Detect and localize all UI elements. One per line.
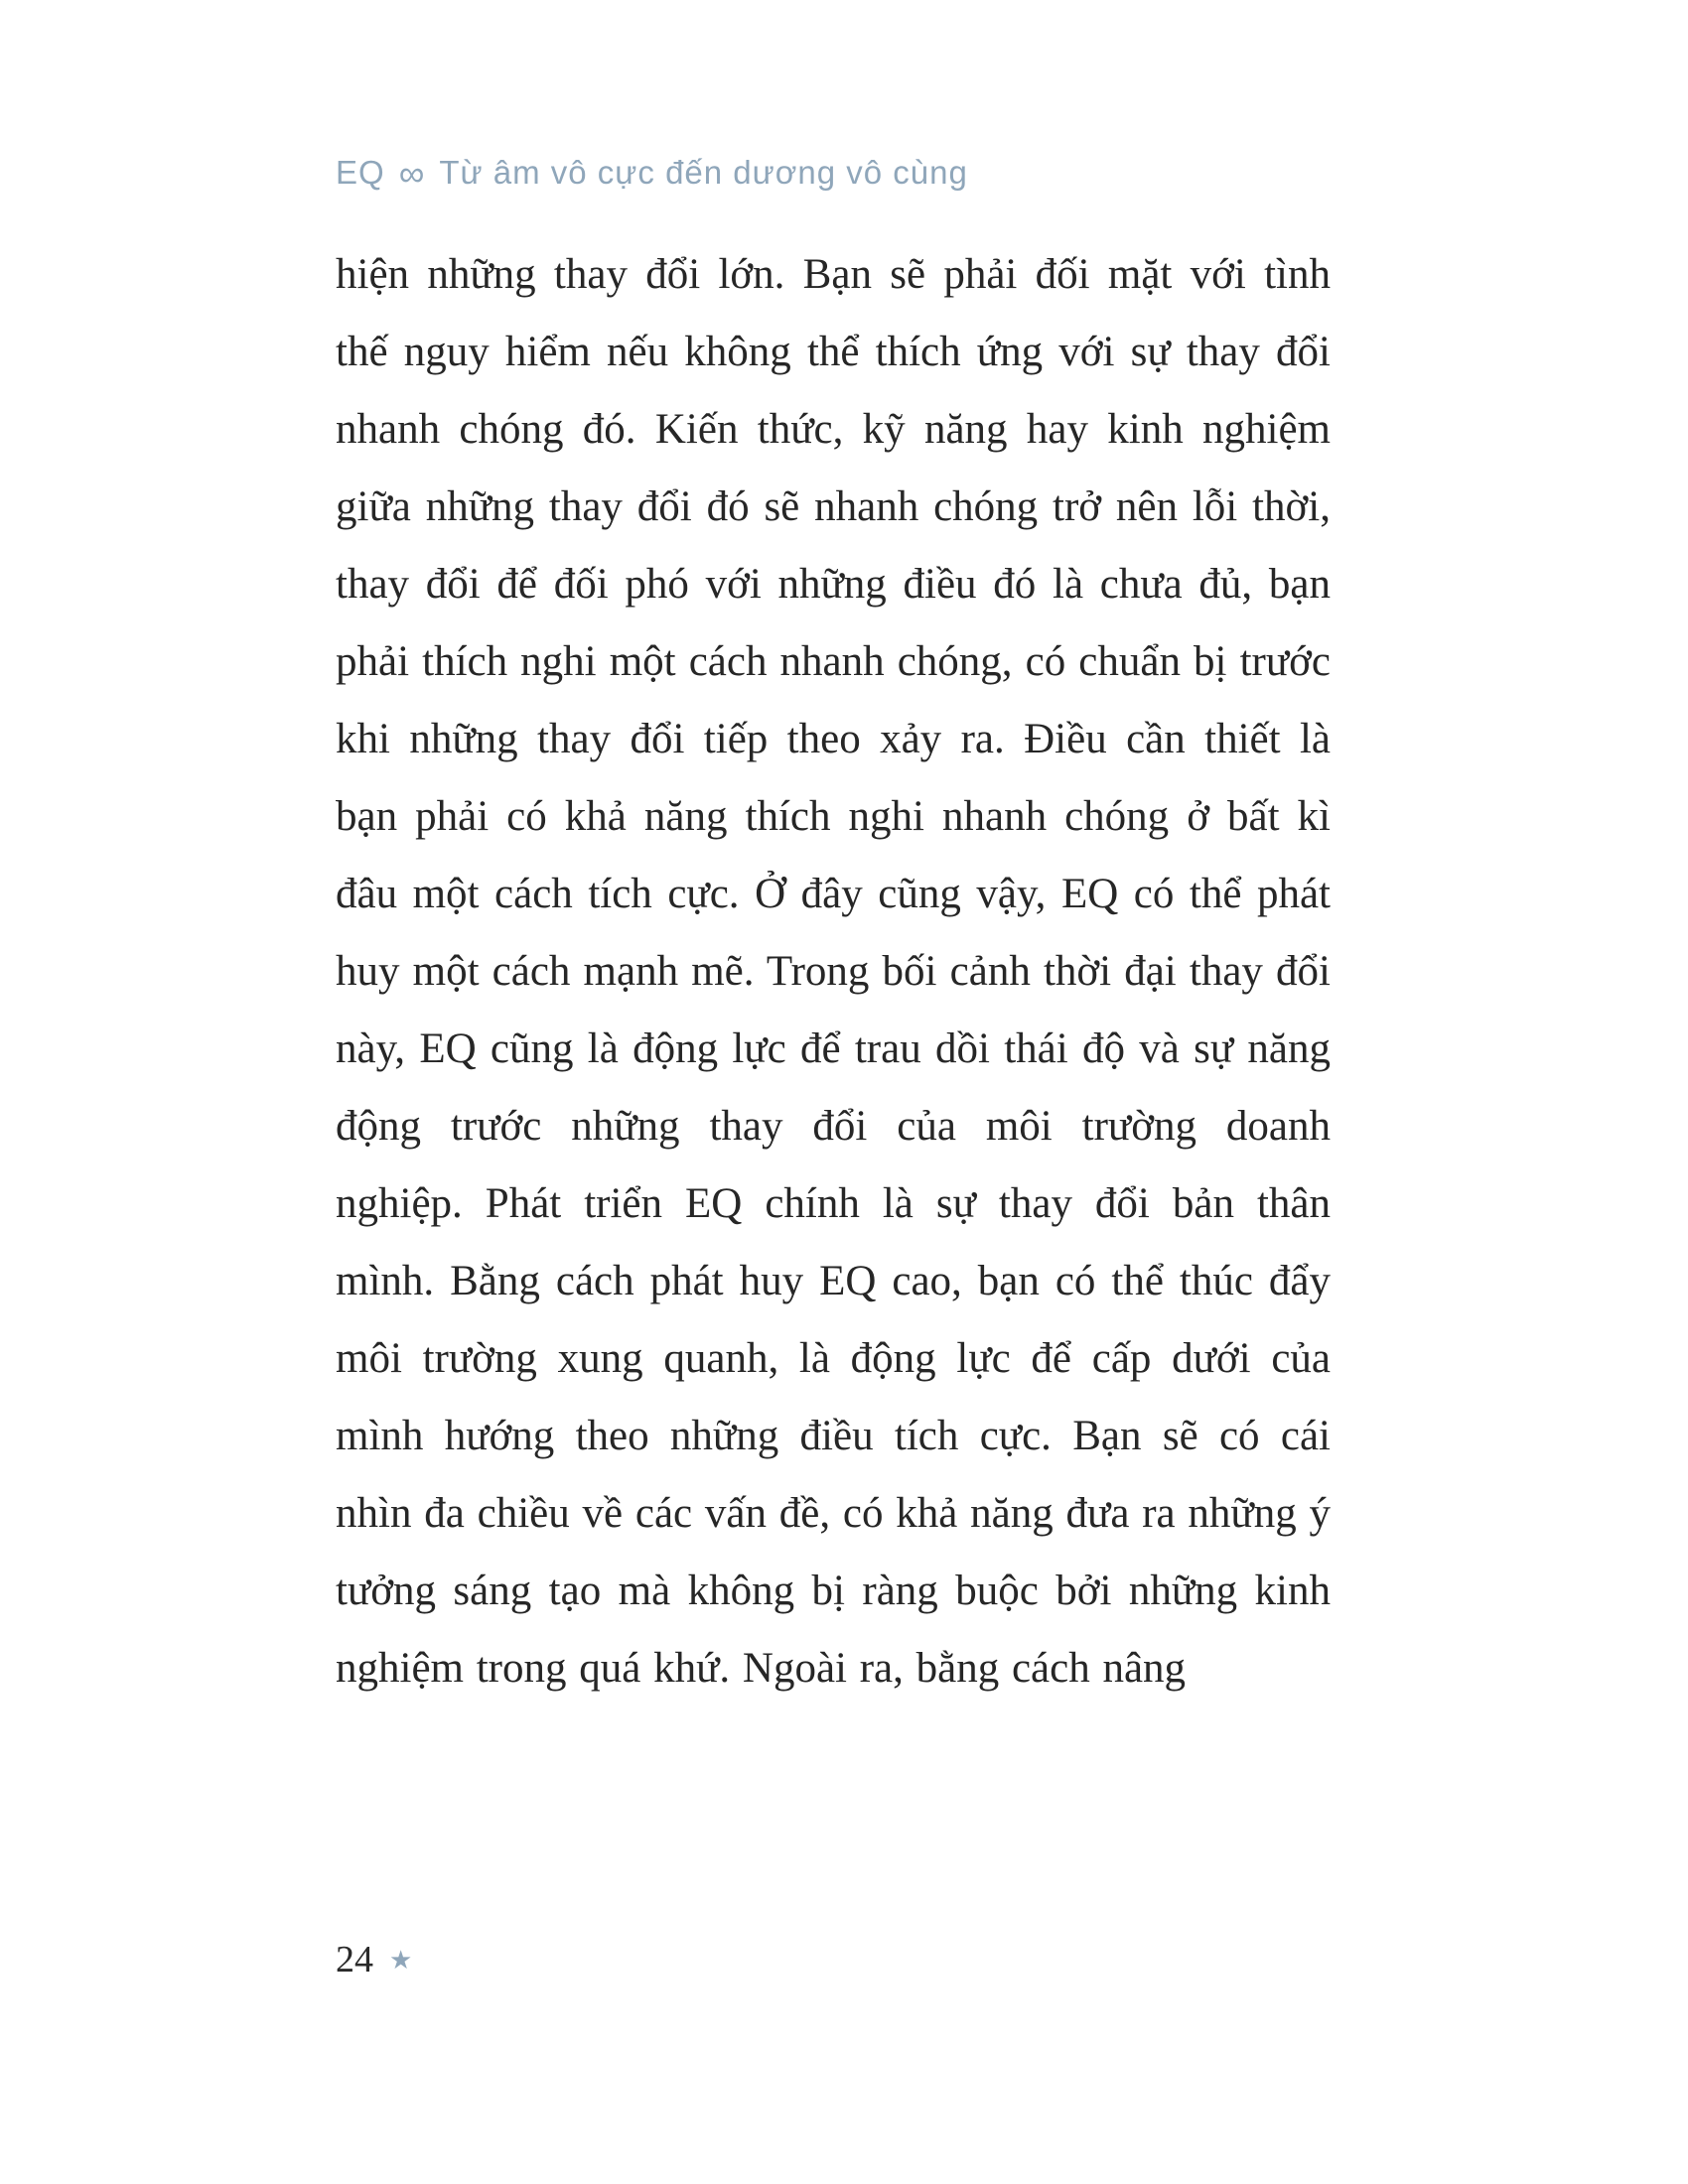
infinity-icon: ∞: [398, 153, 426, 194]
eq-label: EQ: [336, 154, 385, 191]
page-number: 24: [336, 1939, 373, 1980]
book-title: Từ âm vô cực đến dương vô cùng: [439, 154, 968, 191]
page-footer: [336, 1938, 412, 1981]
star-icon: ★: [389, 1946, 413, 1975]
body-text-block: [336, 236, 1331, 1707]
running-header: [336, 151, 968, 193]
body-paragraph: hiện những thay đổi lớn. Bạn sẽ phải đối mặt với tình thế nguy hiểm nếu không thể thích ứng với sự thay đổi nhanh chóng đó. Kiến thức, kỹ năng hay kinh nghiệm giữa những thay đổi đó sẽ nhanh chóng trở nên lỗi thời, thay đổi để đối phó với những điều đó là chưa đủ, bạn phải thích nghi một cách nhanh chóng, có chuẩn bị trước khi những thay đổi tiếp theo xảy ra. Điều cần thiết là bạn phải có khả năng thích nghi nhanh chóng ở bất kì đâu một cách tích cực. Ở đây cũng vậy, EQ có thể phát huy một cách mạnh mẽ. Trong bối cảnh thời đại thay đổi này, EQ cũng là động lực để trau dồi thái độ và sự năng động trước những thay đổi của môi trường doanh nghiệp. Phát triển EQ chính là sự thay đổi bản thân mình. Bằng cách phát huy EQ cao, bạn có thể thúc đẩy môi trường xung quanh, là động lực để cấp dưới của mình hướng theo những điều tích cực. Bạn sẽ có cái nhìn đa chiều về các vấn đề, có khả năng đưa ra những ý tưởng sáng tạo mà không bị ràng buộc bởi những kinh nghiệm trong quá khứ. Ngoài ra, bằng cách nâng: [336, 251, 1331, 1692]
